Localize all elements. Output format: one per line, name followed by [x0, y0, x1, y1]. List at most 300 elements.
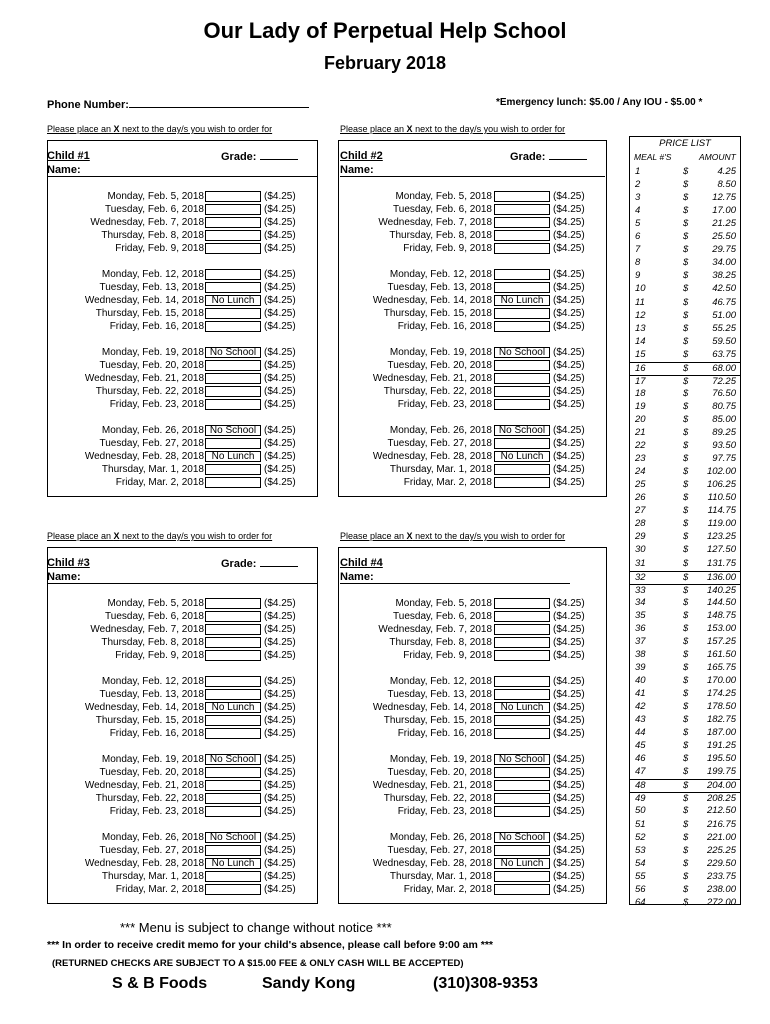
order-checkbox[interactable]	[494, 230, 550, 241]
meal-amount: 140.25	[706, 584, 736, 596]
order-checkbox[interactable]	[494, 884, 550, 895]
currency-symbol: $	[683, 818, 689, 830]
order-day-row	[47, 650, 304, 662]
order-day-price: ($4.25)	[553, 767, 585, 778]
grade-field[interactable]	[221, 557, 298, 570]
meal-amount: 153.00	[706, 622, 736, 634]
price-list-row	[629, 466, 741, 477]
currency-symbol: $	[683, 701, 689, 713]
order-day-price: ($4.25)	[553, 676, 585, 687]
order-day-row	[47, 611, 304, 623]
meal-count: 3	[635, 192, 641, 204]
order-day-row	[340, 884, 593, 896]
price-list-row	[629, 257, 741, 268]
order-day-price: ($4.25)	[264, 598, 296, 609]
order-day-price: ($4.25)	[264, 204, 296, 215]
order-checkbox[interactable]	[205, 884, 261, 895]
meal-amount: 157.25	[706, 635, 736, 647]
instruction-before: Please place an	[47, 531, 114, 541]
price-list-row	[629, 531, 741, 542]
instruction-before: Please place an	[340, 531, 407, 541]
meal-amount: 131.75	[706, 557, 736, 569]
meal-count: 14	[635, 335, 646, 347]
order-checkbox[interactable]	[494, 715, 550, 726]
order-day-label: Monday, Feb. 26, 2018	[389, 425, 492, 436]
meal-amount: 212.50	[706, 805, 736, 817]
order-checkbox[interactable]	[205, 611, 261, 622]
price-list-row	[629, 388, 741, 399]
order-day-row	[340, 477, 593, 489]
currency-symbol: $	[683, 740, 689, 752]
order-checkbox[interactable]	[205, 438, 261, 449]
meal-amount: 38.25	[712, 270, 736, 282]
order-checkbox[interactable]	[205, 780, 261, 791]
order-day-price: ($4.25)	[264, 871, 296, 882]
name-input-line[interactable]	[47, 583, 317, 584]
grade-field[interactable]	[510, 150, 587, 163]
order-day-label: Thursday, Feb. 8, 2018	[101, 637, 204, 648]
order-checkbox: No Lunch	[205, 295, 261, 306]
child-number: Child #2	[340, 150, 383, 162]
name-label: Name:	[47, 571, 81, 583]
price-list-row	[629, 414, 741, 425]
currency-symbol: $	[683, 375, 689, 387]
order-day-row	[47, 477, 304, 489]
order-checkbox[interactable]	[205, 282, 261, 293]
order-day-label: Thursday, Feb. 22, 2018	[95, 386, 204, 397]
order-checkbox: No School	[494, 754, 550, 765]
order-day-label: Thursday, Feb. 22, 2018	[383, 386, 492, 397]
order-checkbox[interactable]	[494, 386, 550, 397]
order-checkbox[interactable]	[205, 689, 261, 700]
order-day-label: Tuesday, Feb. 6, 2018	[393, 611, 492, 622]
order-day-row	[47, 217, 304, 229]
instruction-after: next to the day/s you wish to order for	[412, 124, 566, 134]
order-checkbox[interactable]	[205, 230, 261, 241]
currency-symbol: $	[683, 453, 689, 465]
order-day-price: ($4.25)	[264, 308, 296, 319]
order-checkbox[interactable]	[205, 676, 261, 687]
credit-memo-note: *** In order to receive credit memo for your child's absence, please call before 9:00 am ***	[47, 939, 494, 951]
currency-symbol: $	[683, 440, 689, 452]
meal-count: 50	[635, 805, 646, 817]
order-checkbox[interactable]	[494, 845, 550, 856]
currency-symbol: $	[683, 270, 689, 282]
order-checkbox[interactable]	[205, 767, 261, 778]
order-day-label: Wednesday, Feb. 28, 2018	[84, 451, 204, 462]
order-day-label: Tuesday, Feb. 20, 2018	[99, 767, 204, 778]
order-day-price: ($4.25)	[264, 295, 296, 306]
order-day-label: Monday, Feb. 26, 2018	[389, 832, 492, 843]
order-day-label: Friday, Feb. 16, 2018	[397, 728, 492, 739]
meal-count: 55	[635, 870, 646, 882]
order-checkbox[interactable]	[494, 767, 550, 778]
order-checkbox[interactable]	[205, 399, 261, 410]
order-day-row	[340, 373, 593, 385]
grade-field[interactable]	[221, 150, 298, 163]
order-day-price: ($4.25)	[553, 269, 585, 280]
order-checkbox[interactable]	[205, 845, 261, 856]
child-label	[340, 557, 383, 569]
price-list-row	[629, 518, 741, 529]
order-day-label: Thursday, Feb. 15, 2018	[383, 715, 492, 726]
order-checkbox: No Lunch	[494, 858, 550, 869]
meal-amount: 174.25	[706, 688, 736, 699]
meal-count: 54	[635, 857, 646, 869]
order-day-label: Wednesday, Feb. 14, 2018	[84, 295, 204, 306]
meal-amount: 89.25	[712, 427, 736, 438]
order-day-price: ($4.25)	[264, 845, 296, 856]
order-day-row	[340, 243, 593, 255]
order-checkbox[interactable]	[205, 624, 261, 635]
meal-amount: 80.75	[712, 400, 736, 412]
order-checkbox[interactable]	[494, 780, 550, 791]
price-list-title: PRICE LIST	[659, 138, 711, 149]
order-day-row	[47, 715, 304, 727]
order-day-row	[340, 269, 593, 281]
order-day-label: Friday, Mar. 2, 2018	[115, 477, 204, 488]
order-day-row	[340, 282, 593, 294]
order-day-label: Friday, Feb. 23, 2018	[397, 806, 492, 817]
child-label	[340, 150, 383, 162]
order-day-row	[340, 321, 593, 333]
order-checkbox[interactable]	[494, 269, 550, 280]
child-number: Child #3	[47, 557, 90, 569]
order-day-price: ($4.25)	[264, 282, 296, 293]
price-list-row	[629, 166, 741, 177]
price-list-row	[629, 805, 741, 816]
meal-count: 36	[635, 622, 646, 634]
name-input-line[interactable]	[47, 176, 317, 177]
order-checkbox[interactable]	[205, 386, 261, 397]
meal-count: 37	[635, 635, 646, 647]
order-checkbox[interactable]	[494, 650, 550, 661]
order-day-price: ($4.25)	[553, 884, 585, 895]
order-checkbox[interactable]	[205, 321, 261, 332]
order-day-price: ($4.25)	[264, 438, 296, 449]
order-checkbox[interactable]	[494, 438, 550, 449]
currency-symbol: $	[683, 870, 689, 882]
order-checkbox[interactable]	[494, 728, 550, 739]
child-label	[47, 150, 90, 162]
grade-input-line[interactable]	[549, 150, 587, 160]
order-day-price: ($4.25)	[264, 243, 296, 254]
instruction-text	[47, 531, 272, 541]
order-day-price: ($4.25)	[553, 806, 585, 817]
phone-number-field[interactable]	[129, 97, 309, 108]
order-day-price: ($4.25)	[553, 464, 585, 475]
currency-symbol: $	[683, 322, 689, 334]
meal-count: 5	[635, 218, 641, 230]
meal-count: 26	[635, 492, 646, 504]
meal-amount: 110.50	[707, 492, 736, 504]
order-checkbox[interactable]	[205, 715, 261, 726]
order-checkbox[interactable]	[205, 871, 261, 882]
order-checkbox[interactable]	[205, 204, 261, 215]
order-checkbox[interactable]	[494, 806, 550, 817]
order-day-price: ($4.25)	[264, 360, 296, 371]
month-subtitle: February 2018	[323, 53, 447, 73]
order-day-row	[340, 871, 593, 883]
order-day-price: ($4.25)	[553, 598, 585, 609]
order-checkbox[interactable]	[494, 793, 550, 804]
order-checkbox[interactable]	[494, 598, 550, 609]
order-day-price: ($4.25)	[553, 347, 585, 358]
order-checkbox[interactable]	[494, 321, 550, 332]
currency-symbol: $	[683, 231, 689, 243]
meal-amount: 63.75	[712, 348, 736, 360]
price-list-row	[629, 544, 741, 555]
order-checkbox[interactable]	[494, 308, 550, 319]
price-list-amount-header: AMOUNT	[699, 152, 736, 162]
instruction-after: next to the day/s you wish to order for	[119, 531, 273, 541]
order-checkbox[interactable]	[494, 243, 550, 254]
meal-amount: 148.75	[706, 609, 736, 621]
meal-amount: 102.00	[706, 466, 736, 478]
instruction-before: Please place an	[340, 124, 407, 134]
order-checkbox[interactable]	[205, 360, 261, 371]
meal-amount: 46.75	[712, 296, 736, 308]
order-day-label: Wednesday, Feb. 14, 2018	[84, 702, 204, 713]
meal-amount: 191.25	[706, 740, 736, 752]
order-checkbox[interactable]	[494, 624, 550, 635]
order-day-row	[47, 295, 304, 307]
currency-symbol: $	[683, 362, 689, 374]
order-day-price: ($4.25)	[264, 191, 296, 202]
menu-notice: *** Menu is subject to change without notice ***	[120, 920, 392, 935]
meal-amount: 68.00	[712, 362, 736, 374]
meal-amount: 93.50	[712, 440, 736, 452]
order-day-row	[340, 845, 593, 857]
meal-amount: 29.75	[712, 244, 736, 256]
meal-count: 53	[635, 844, 646, 856]
meal-amount: 238.00	[706, 883, 736, 895]
order-checkbox[interactable]	[205, 464, 261, 475]
order-day-label: Thursday, Feb. 8, 2018	[389, 230, 492, 241]
order-checkbox[interactable]	[494, 204, 550, 215]
order-day-label: Monday, Feb. 12, 2018	[389, 676, 492, 687]
meal-count: 49	[635, 793, 646, 805]
meal-amount: 59.50	[712, 335, 736, 347]
price-list-row	[629, 897, 741, 908]
order-checkbox[interactable]	[205, 373, 261, 384]
currency-symbol: $	[683, 727, 689, 739]
order-day-price: ($4.25)	[553, 637, 585, 648]
price-list-row	[629, 766, 741, 777]
name-input-line[interactable]	[340, 583, 570, 584]
currency-symbol: $	[683, 544, 689, 556]
order-day-row	[340, 676, 593, 688]
order-checkbox[interactable]	[205, 793, 261, 804]
order-day-price: ($4.25)	[553, 308, 585, 319]
order-day-price: ($4.25)	[553, 871, 585, 882]
currency-symbol: $	[683, 166, 689, 177]
order-day-price: ($4.25)	[553, 230, 585, 241]
currency-symbol: $	[683, 661, 689, 673]
page-title: Our Lady of Perpetual Help School	[203, 18, 567, 43]
order-checkbox[interactable]	[494, 637, 550, 648]
grade-input-line[interactable]	[260, 150, 298, 160]
currency-symbol: $	[683, 688, 689, 699]
order-day-label: Wednesday, Feb. 21, 2018	[372, 780, 492, 791]
child-number: Child #4	[340, 557, 383, 569]
currency-symbol: $	[683, 897, 689, 909]
meal-count: 22	[635, 440, 646, 452]
order-checkbox[interactable]	[494, 191, 550, 202]
currency-symbol: $	[683, 205, 689, 217]
order-day-row	[340, 780, 593, 792]
order-day-price: ($4.25)	[264, 464, 296, 475]
meal-amount: 25.50	[712, 231, 736, 243]
order-checkbox[interactable]	[205, 269, 261, 280]
order-day-row	[47, 871, 304, 883]
order-day-label: Wednesday, Feb. 7, 2018	[378, 217, 492, 228]
order-day-row	[47, 282, 304, 294]
order-day-label: Tuesday, Feb. 6, 2018	[393, 204, 492, 215]
order-day-row	[340, 204, 593, 216]
order-day-price: ($4.25)	[264, 347, 296, 358]
meal-amount: 123.25	[706, 531, 736, 543]
price-list-row	[629, 779, 741, 791]
instruction-text	[47, 124, 272, 134]
order-day-price: ($4.25)	[264, 884, 296, 895]
order-day-row	[47, 347, 304, 359]
price-list-row	[629, 636, 741, 647]
meal-amount: 182.75	[706, 714, 736, 726]
order-day-row	[340, 650, 593, 662]
meal-count: 42	[635, 701, 646, 713]
order-checkbox[interactable]	[205, 806, 261, 817]
meal-amount: 225.25	[706, 844, 736, 856]
grade-label: Grade:	[510, 151, 546, 163]
meal-count: 38	[635, 648, 646, 660]
meal-count: 21	[635, 427, 646, 438]
order-checkbox[interactable]	[494, 360, 550, 371]
order-checkbox[interactable]	[494, 282, 550, 293]
meal-amount: 127.50	[706, 544, 736, 556]
instruction-mark: X	[113, 124, 120, 134]
order-day-price: ($4.25)	[553, 477, 585, 488]
order-day-price: ($4.25)	[264, 676, 296, 687]
price-list-row	[629, 505, 741, 516]
order-checkbox[interactable]	[205, 477, 261, 488]
order-checkbox: No School	[205, 832, 261, 843]
meal-amount: 195.50	[706, 753, 736, 765]
meal-count: 8	[635, 257, 641, 269]
currency-symbol: $	[683, 780, 689, 792]
price-list-meals-header: MEAL #'S	[634, 152, 672, 162]
order-day-label: Monday, Feb. 19, 2018	[101, 754, 204, 765]
order-checkbox[interactable]	[494, 217, 550, 228]
order-day-label: Thursday, Feb. 8, 2018	[101, 230, 204, 241]
order-day-row	[340, 425, 593, 437]
meal-count: 11	[635, 296, 645, 308]
currency-symbol: $	[683, 179, 689, 191]
order-checkbox[interactable]	[494, 477, 550, 488]
order-checkbox: No Lunch	[494, 451, 550, 462]
order-checkbox[interactable]	[205, 243, 261, 254]
grade-input-line[interactable]	[260, 557, 298, 567]
order-checkbox[interactable]	[205, 728, 261, 739]
order-day-price: ($4.25)	[553, 438, 585, 449]
order-checkbox[interactable]	[205, 637, 261, 648]
order-checkbox[interactable]	[494, 611, 550, 622]
currency-symbol: $	[683, 844, 689, 856]
order-day-label: Monday, Feb. 19, 2018	[389, 754, 492, 765]
meal-count: 34	[635, 596, 646, 608]
instruction-after: next to the day/s you wish to order for	[119, 124, 273, 134]
order-checkbox[interactable]	[494, 399, 550, 410]
order-day-row	[47, 399, 304, 411]
meal-count: 32	[635, 571, 646, 583]
meal-amount: 208.25	[706, 793, 736, 805]
order-day-label: Monday, Feb. 26, 2018	[101, 832, 204, 843]
order-checkbox[interactable]	[494, 689, 550, 700]
meal-amount: 161.50	[706, 648, 736, 660]
order-day-label: Tuesday, Feb. 20, 2018	[387, 360, 492, 371]
order-day-row	[47, 321, 304, 333]
order-checkbox[interactable]	[494, 373, 550, 384]
order-day-row	[47, 464, 304, 476]
order-day-label: Thursday, Feb. 15, 2018	[383, 308, 492, 319]
order-day-price: ($4.25)	[553, 715, 585, 726]
currency-symbol: $	[683, 766, 689, 778]
order-day-row	[340, 347, 593, 359]
order-day-label: Tuesday, Feb. 13, 2018	[99, 282, 204, 293]
order-day-row	[47, 230, 304, 242]
order-day-row	[47, 191, 304, 203]
price-list-row	[629, 688, 741, 699]
meal-count: 64	[635, 897, 646, 909]
order-day-row	[47, 624, 304, 636]
order-day-label: Friday, Mar. 2, 2018	[403, 477, 492, 488]
order-day-label: Monday, Feb. 5, 2018	[107, 598, 204, 609]
name-input-line[interactable]	[340, 176, 605, 177]
order-checkbox[interactable]	[494, 871, 550, 882]
price-list-row	[629, 323, 741, 334]
order-day-label: Tuesday, Feb. 6, 2018	[105, 204, 204, 215]
meal-count: 30	[635, 544, 646, 556]
order-day-row	[340, 611, 593, 623]
order-day-price: ($4.25)	[264, 715, 296, 726]
order-day-label: Thursday, Feb. 15, 2018	[95, 308, 204, 319]
order-day-label: Monday, Feb. 5, 2018	[395, 598, 492, 609]
order-day-row	[340, 438, 593, 450]
order-checkbox[interactable]	[205, 308, 261, 319]
order-checkbox[interactable]	[205, 217, 261, 228]
meal-count: 46	[635, 753, 646, 765]
currency-symbol: $	[683, 831, 689, 843]
order-day-row	[47, 425, 304, 437]
order-day-price: ($4.25)	[553, 243, 585, 254]
order-checkbox[interactable]	[494, 676, 550, 687]
order-day-price: ($4.25)	[264, 477, 296, 488]
order-instruction	[340, 124, 565, 134]
order-checkbox[interactable]	[494, 464, 550, 475]
order-day-label: Monday, Feb. 12, 2018	[101, 269, 204, 280]
order-checkbox[interactable]	[205, 191, 261, 202]
order-day-row	[340, 386, 593, 398]
order-day-label: Monday, Feb. 26, 2018	[101, 425, 204, 436]
price-list-row	[629, 401, 741, 412]
order-day-label: Tuesday, Feb. 20, 2018	[99, 360, 204, 371]
order-checkbox[interactable]	[205, 650, 261, 661]
order-checkbox[interactable]	[205, 598, 261, 609]
order-day-price: ($4.25)	[264, 611, 296, 622]
meal-count: 23	[635, 453, 646, 465]
order-day-price: ($4.25)	[264, 689, 296, 700]
returned-checks-note: (RETURNED CHECKS ARE SUBJECT TO A $15.00 FEE & ONLY CASH WILL BE ACCEPTED)	[52, 958, 464, 969]
